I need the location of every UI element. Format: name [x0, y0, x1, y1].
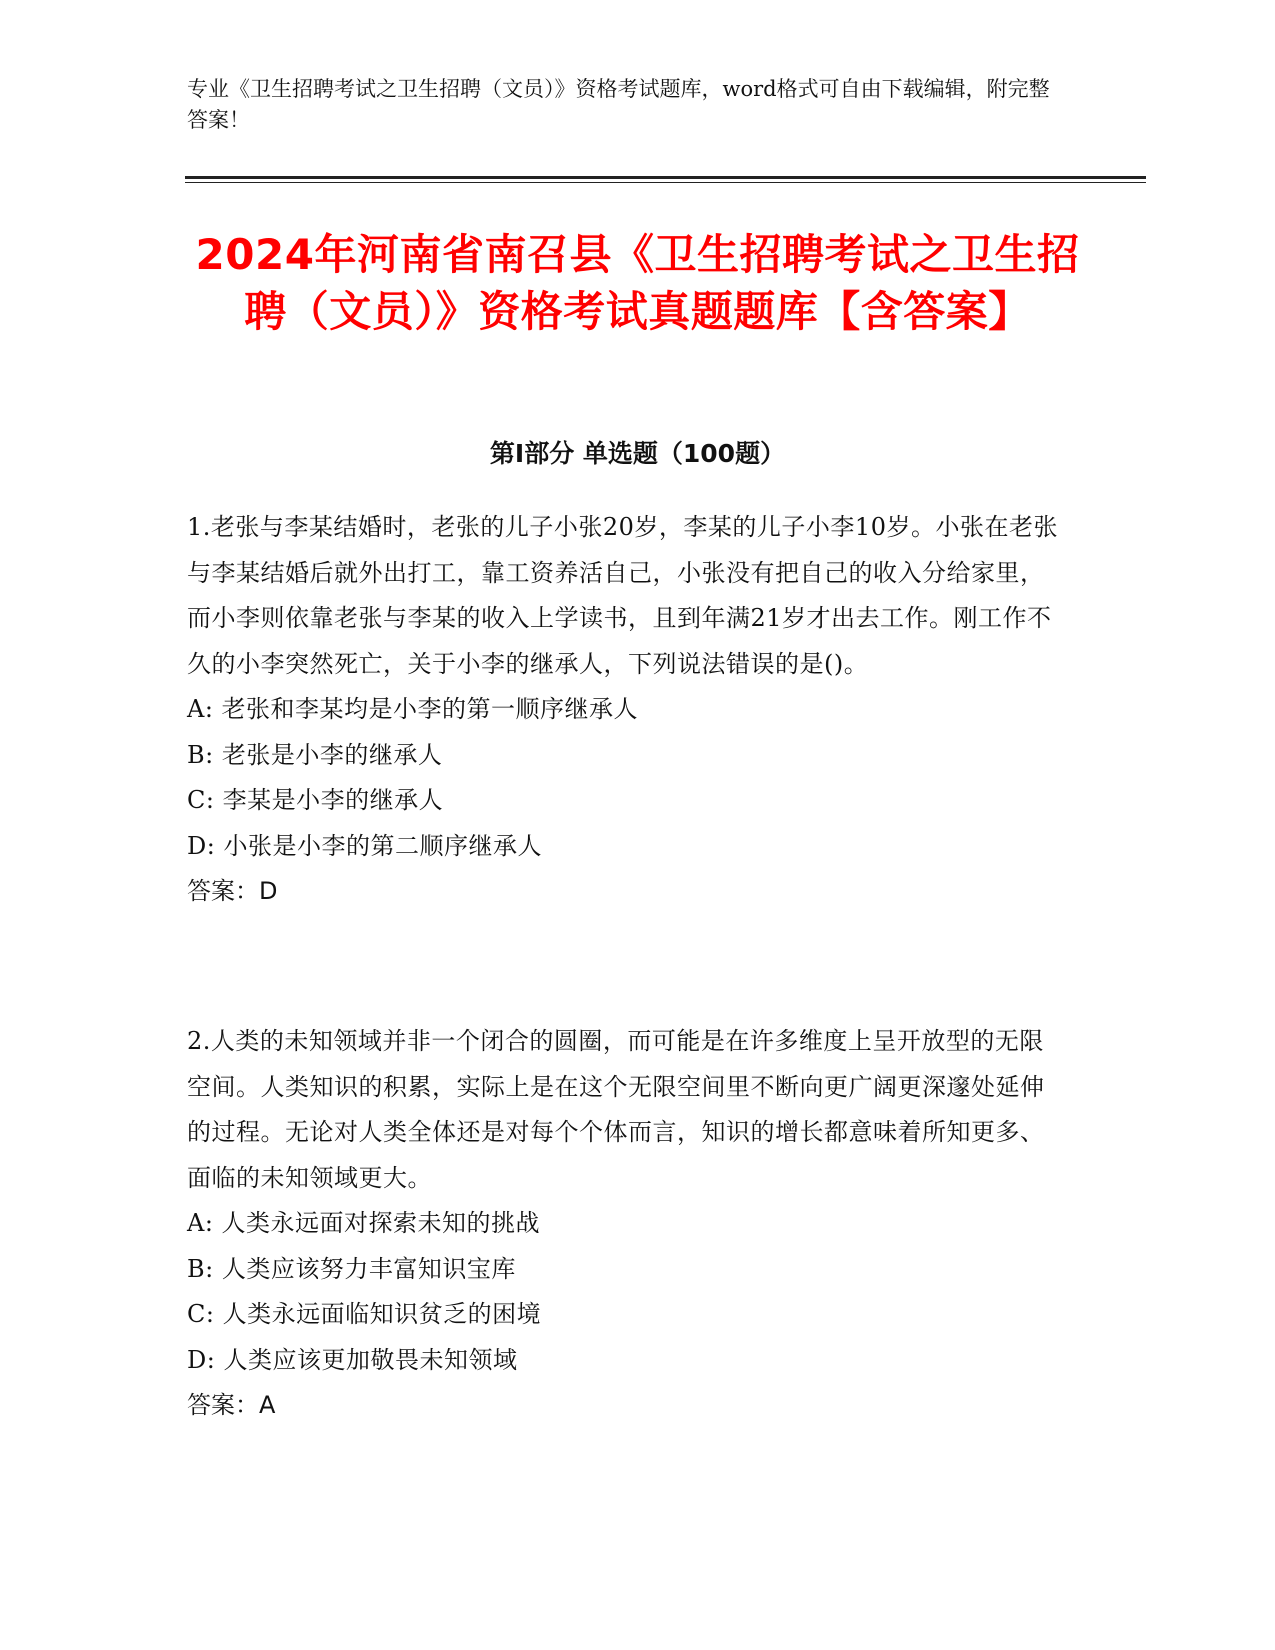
option-b: B: 人类应该努力丰富知识宝库 — [187, 1254, 516, 1283]
document-title: 2024年河南省南召县《卫生招聘考试之卫生招聘（文员）》资格考试真题题库【含答案】 — [195, 230, 1080, 336]
header-divider-thin — [185, 182, 1146, 183]
option-c: C: 李某是小李的继承人 — [187, 786, 444, 814]
question-2 — [187, 1019, 1067, 1429]
option-d: D: 小张是小李的第二顺序继承人 — [187, 831, 542, 860]
option-a: A: 人类永远面对探索未知的挑战 — [187, 1209, 541, 1237]
header-note: 专业《卫生招聘考试之卫生招聘（文员）》资格考试题库，word格式可自由下载编辑，附完整答案！ — [187, 77, 1050, 132]
question-stem: 2.人类的未知领域并非一个闭合的圆圈，而可能是在许多维度上呈开放型的无限空间。人类知识的积累，实际上是在这个无限空间里不断向更广阔更深邃处延伸的过程。无论对人类全体还是对每个个体而言，知识的增长都意味着所知更多、面临的未知领域更大。 — [187, 1027, 1045, 1192]
option-b: B: 老张是小李的继承人 — [187, 740, 443, 769]
option-d: D: 人类应该更加敬畏未知领域 — [187, 1345, 518, 1374]
option-a: A: 老张和李某均是小李的第一顺序继承人 — [187, 695, 639, 723]
option-c: C: 人类永远面临知识贫乏的困境 — [187, 1300, 542, 1328]
header-divider-thick — [185, 176, 1146, 179]
answer-text: 答案：D — [187, 877, 278, 905]
answer-text: 答案：A — [187, 1391, 276, 1419]
question-stem: 1.老张与李某结婚时，老张的儿子小张20岁，李某的儿子小李10岁。小张在老张与李某结婚后就外出打工，靠工资养活自己，小张没有把自己的收入分给家里，而小李则依靠老张与李某的收入上学读书，且到年满21岁才出去工作。刚工作不久的小李突然死亡，关于小李的继承人，下列说法错误的是()。 — [187, 513, 1058, 678]
question-1 — [187, 505, 1067, 915]
section-title: 第Ⅰ部分 单选题（100题） — [489, 439, 786, 468]
